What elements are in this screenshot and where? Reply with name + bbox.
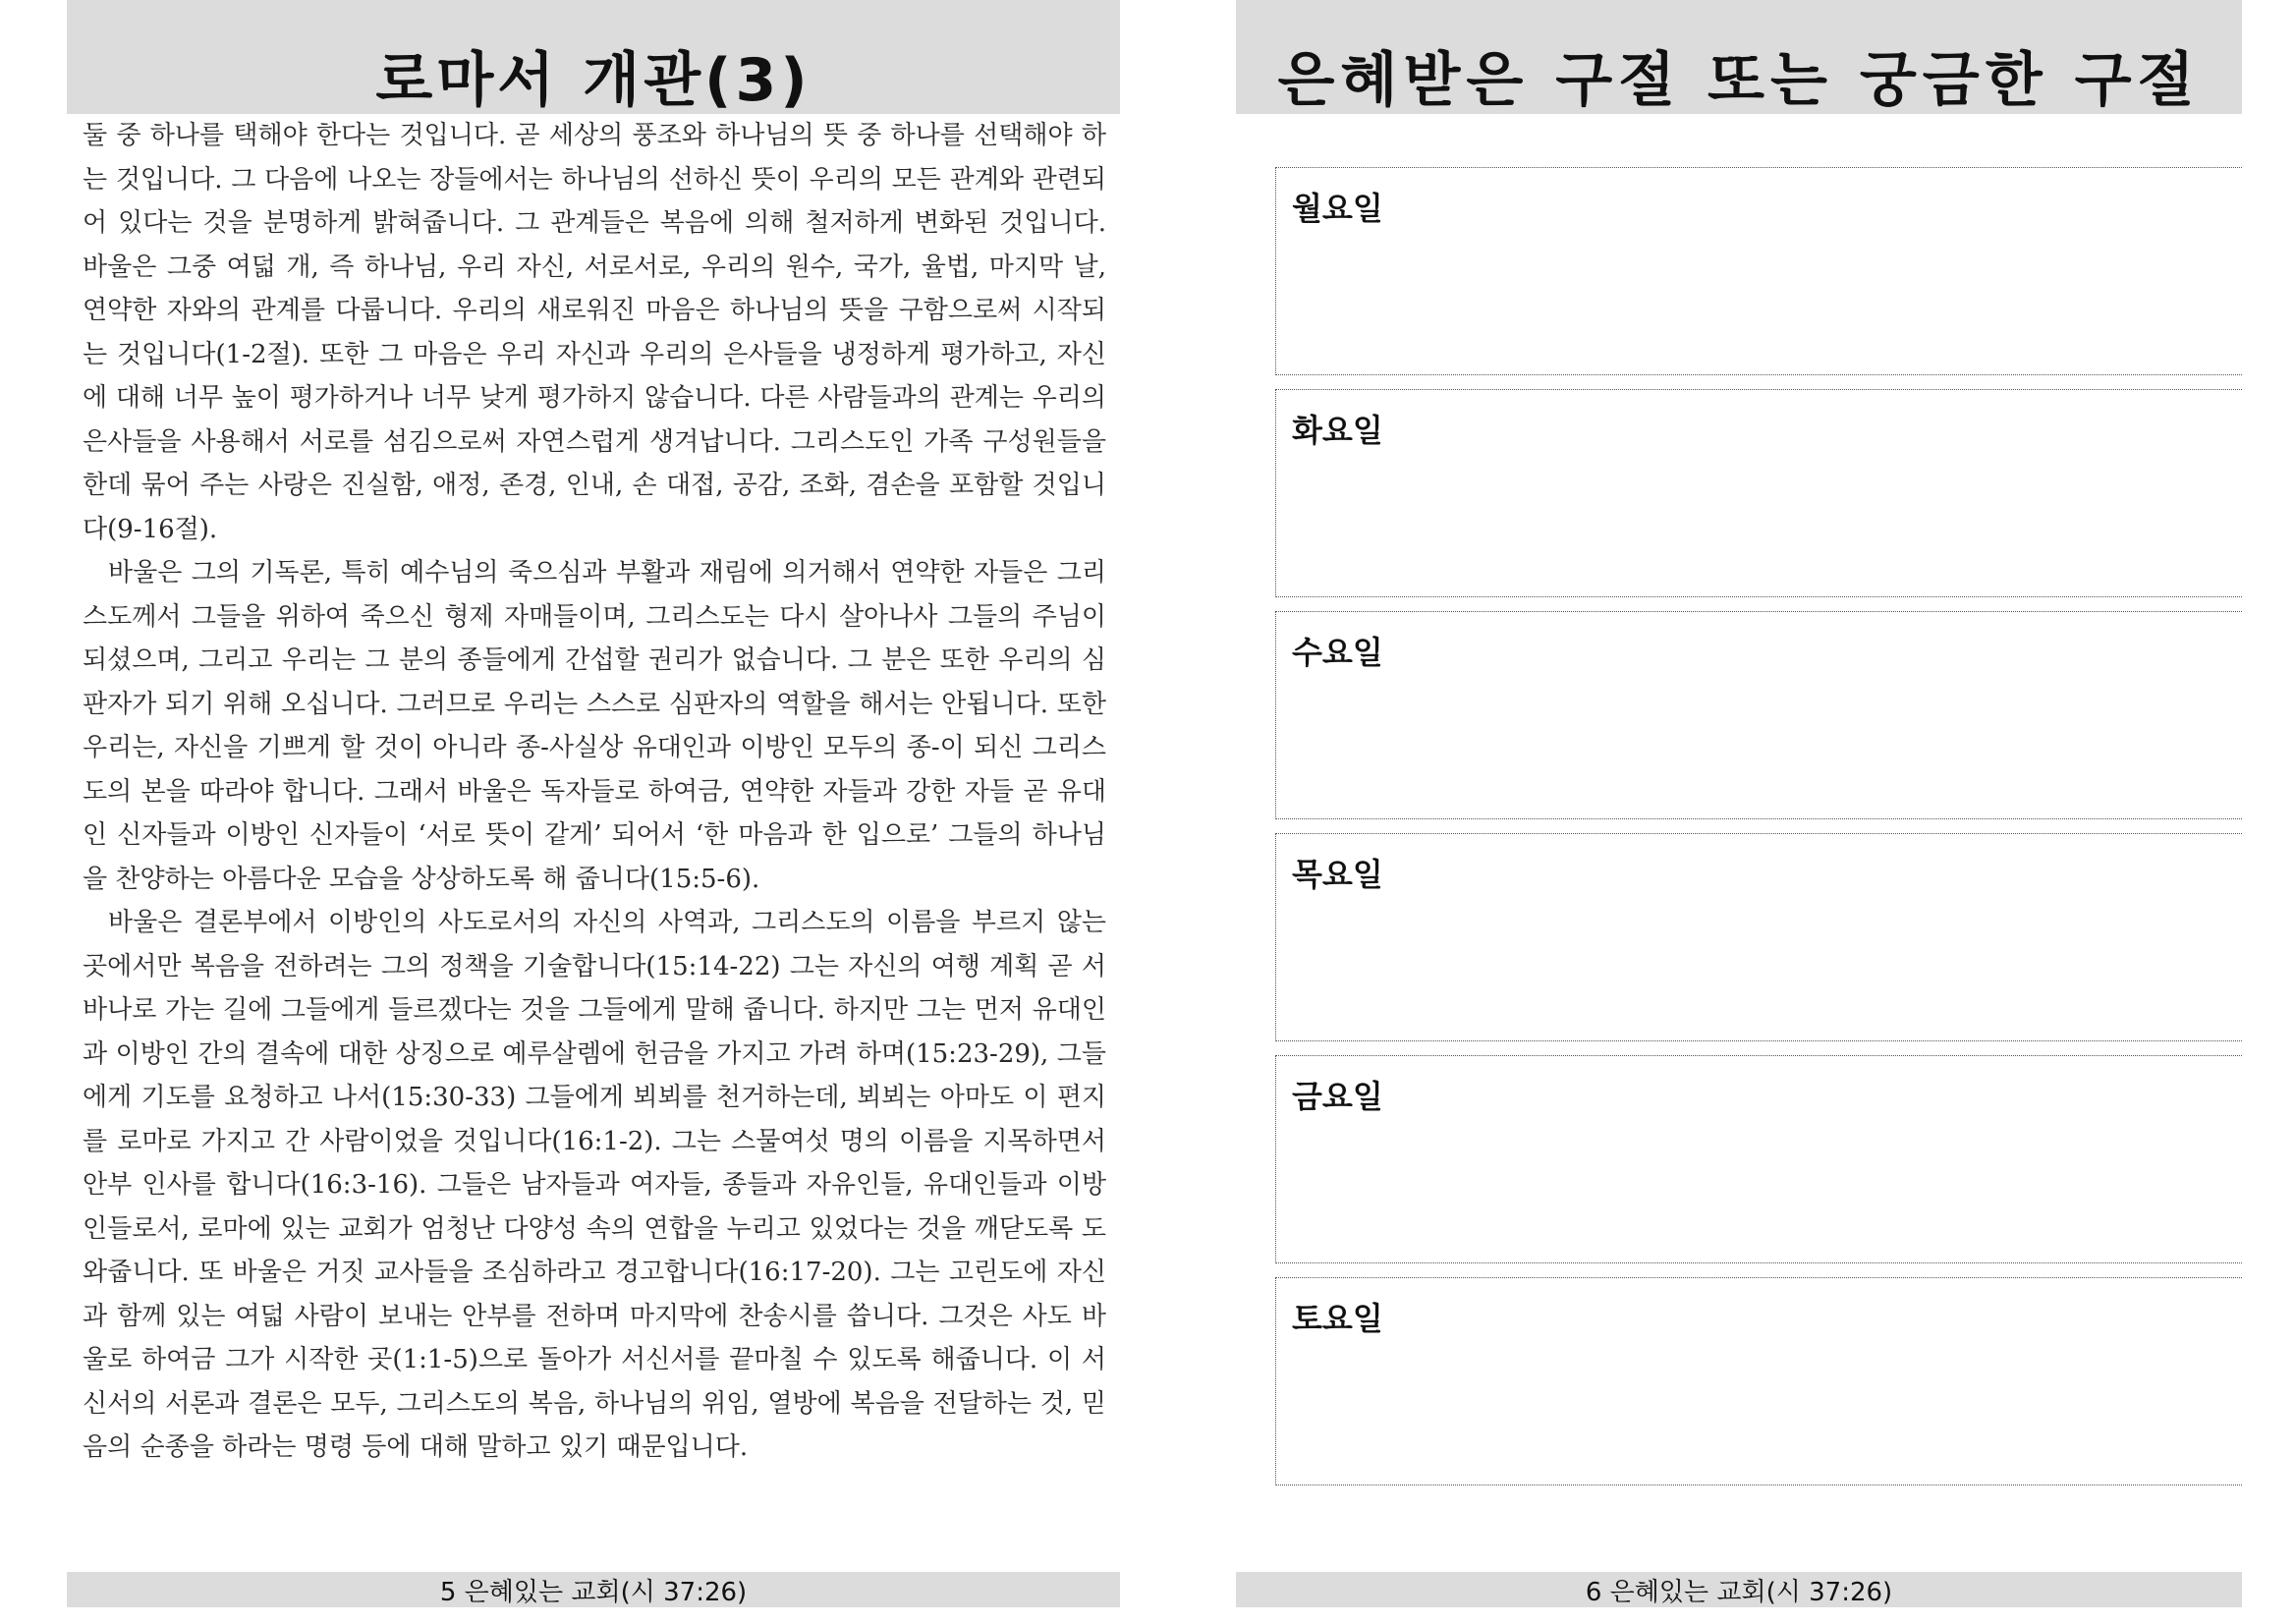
right-title-bar: [1236, 0, 2242, 114]
left-page: [67, 0, 1120, 1607]
right-footer: 6 은혜있는 교회(시 37:26): [1236, 1572, 2242, 1607]
note-box-saturday[interactable]: [1275, 1277, 2242, 1485]
note-box-tuesday[interactable]: [1275, 389, 2242, 597]
day-label-thursday: 목요일: [1292, 856, 1383, 893]
weekday-note-boxes: [1275, 167, 2242, 1499]
paragraph-1: 둘 중 하나를 택해야 한다는 것입니다. 곧 세상의 풍조와 하나님의 뜻 중 하나를 선택해야 하는 것입니다. 그 다음에 나오는 장들에서는 하나님의 선하신 뜻이 우리의 모든 관계와 관련되어 있다는 것을 분명하게 밝혀줍니다. 그 관계들은 복음에 의해 철저하게 변화된 것입니다. 바울은 그중 여덟 개, 즉 하나님, 우리 자신, 서로서로, 우리의 원수, 국가, 율법, 마지막 날, 연약한 자와의 관계를 다룹니다. 우리의 새로워진 마음은 하나님의 뜻을 구함으로써 시작되는 것입니다(1-2절). 또한 그 마음은 우리 자신과 우리의 은사들을 냉정하게 평가하고, 자신에 대해 너무 높이 평가하거나 너무 낮게 평가하지 않습니다. 다른 사람들과의 관계는 우리의 은사들을 사용해서 서로를 섬김으로써 자연스럽게 생겨납니다. 그리스도인 가족 구성원들을 한데 묶어 주는 사랑은 진실함, 애정, 존경, 인내, 손 대접, 공감, 조화, 겸손을 포함할 것입니다(9-16절).: [83, 121, 1106, 544]
left-title-bar: [67, 0, 1120, 114]
day-label-monday: 월요일: [1292, 190, 1383, 227]
right-page: [1236, 0, 2242, 1607]
left-footer: 5 은혜있는 교회(시 37:26): [67, 1572, 1120, 1607]
note-box-monday[interactable]: [1275, 167, 2242, 375]
day-label-wednesday: 수요일: [1292, 634, 1383, 671]
day-label-saturday: 토요일: [1292, 1300, 1383, 1337]
note-box-thursday[interactable]: [1275, 833, 2242, 1041]
day-label-friday: 금요일: [1292, 1078, 1383, 1115]
day-label-tuesday: 화요일: [1292, 412, 1383, 449]
paragraph-2: 바울은 그의 기독론, 특히 예수님의 죽으심과 부활과 재림에 의거해서 연약한 자들은 그리스도께서 그들을 위하여 죽으신 형제 자매들이며, 그리스도는 다시 살아나사 그들의 주님이 되셨으며, 그리고 우리는 그 분의 종들에게 간섭할 권리가 없습니다. 그 분은 또한 우리의 심판자가 되기 위해 오십니다. 그러므로 우리는 스스로 심판자의 역할을 해서는 안됩니다. 또한 우리는, 자신을 기쁘게 할 것이 아니라 종-사실상 유대인과 이방인 모두의 종-이 되신 그리스도의 본을 따라야 합니다. 그래서 바울은 독자들로 하여금, 연약한 자들과 강한 자들 곧 유대인 신자들과 이방인 신자들이 ‘서로 뜻이 같게’ 되어서 ‘한 마음과 한 입으로’ 그들의 하나님을 찬양하는 아름다운 모습을 상상하도록 해 줍니다(15:5-6).: [83, 558, 1106, 894]
note-box-friday[interactable]: [1275, 1055, 2242, 1263]
notes-title: 은혜받은 구절 또는 궁금한 구절: [1277, 46, 2201, 115]
paragraph-3: 바울은 결론부에서 이방인의 사도로서의 자신의 사역과, 그리스도의 이름을 부르지 않는 곳에서만 복음을 전하려는 그의 정책을 기술합니다(15:14-22) 그는 자신의 여행 계획 곧 서바나로 가는 길에 그들에게 들르겠다는 것을 그들에게 말해 줍니다. 하지만 그는 먼저 유대인과 이방인 간의 결속에 대한 상징으로 예루살렘에 헌금을 가지고 가려 하며(15:23-29), 그들에게 기도를 요청하고 나서(15:30-33) 그들에게 뵈뵈를 천거하는데, 뵈뵈는 아마도 이 편지를 로마로 가지고 간 사람이었을 것입니다(16:1-2). 그는 스물여섯 명의 이름을 지목하면서 안부 인사를 합니다(16:3-16). 그들은 남자들과 여자들, 종들과 자유인들, 유대인들과 이방인들로서, 로마에 있는 교회가 엄청난 다양성 속의 연합을 누리고 있었다는 것을 깨닫도록 도와줍니다. 또 바울은 거짓 교사들을 조심하라고 경고합니다(16:17-20). 그는 고린도에 자신과 함께 있는 여덟 사람이 보내는 안부를 전하며 마지막에 찬송시를 씁니다. 그것은 사도 바울로 하여금 그가 시작한 곳(1:1-5)으로 돌아가 서신서를 끝마칠 수 있도록 해줍니다. 이 서신서의 서론과 결론은 모두, 그리스도의 복음, 하나님의 위임, 열방에 복음을 전달하는 것, 믿음의 순종을 하라는 명령 등에 대해 말하고 있기 때문입니다.: [83, 908, 1106, 1462]
page-title: 로마서 개관(3): [375, 46, 812, 115]
article-body: [67, 114, 1120, 1470]
note-box-wednesday[interactable]: [1275, 611, 2242, 819]
